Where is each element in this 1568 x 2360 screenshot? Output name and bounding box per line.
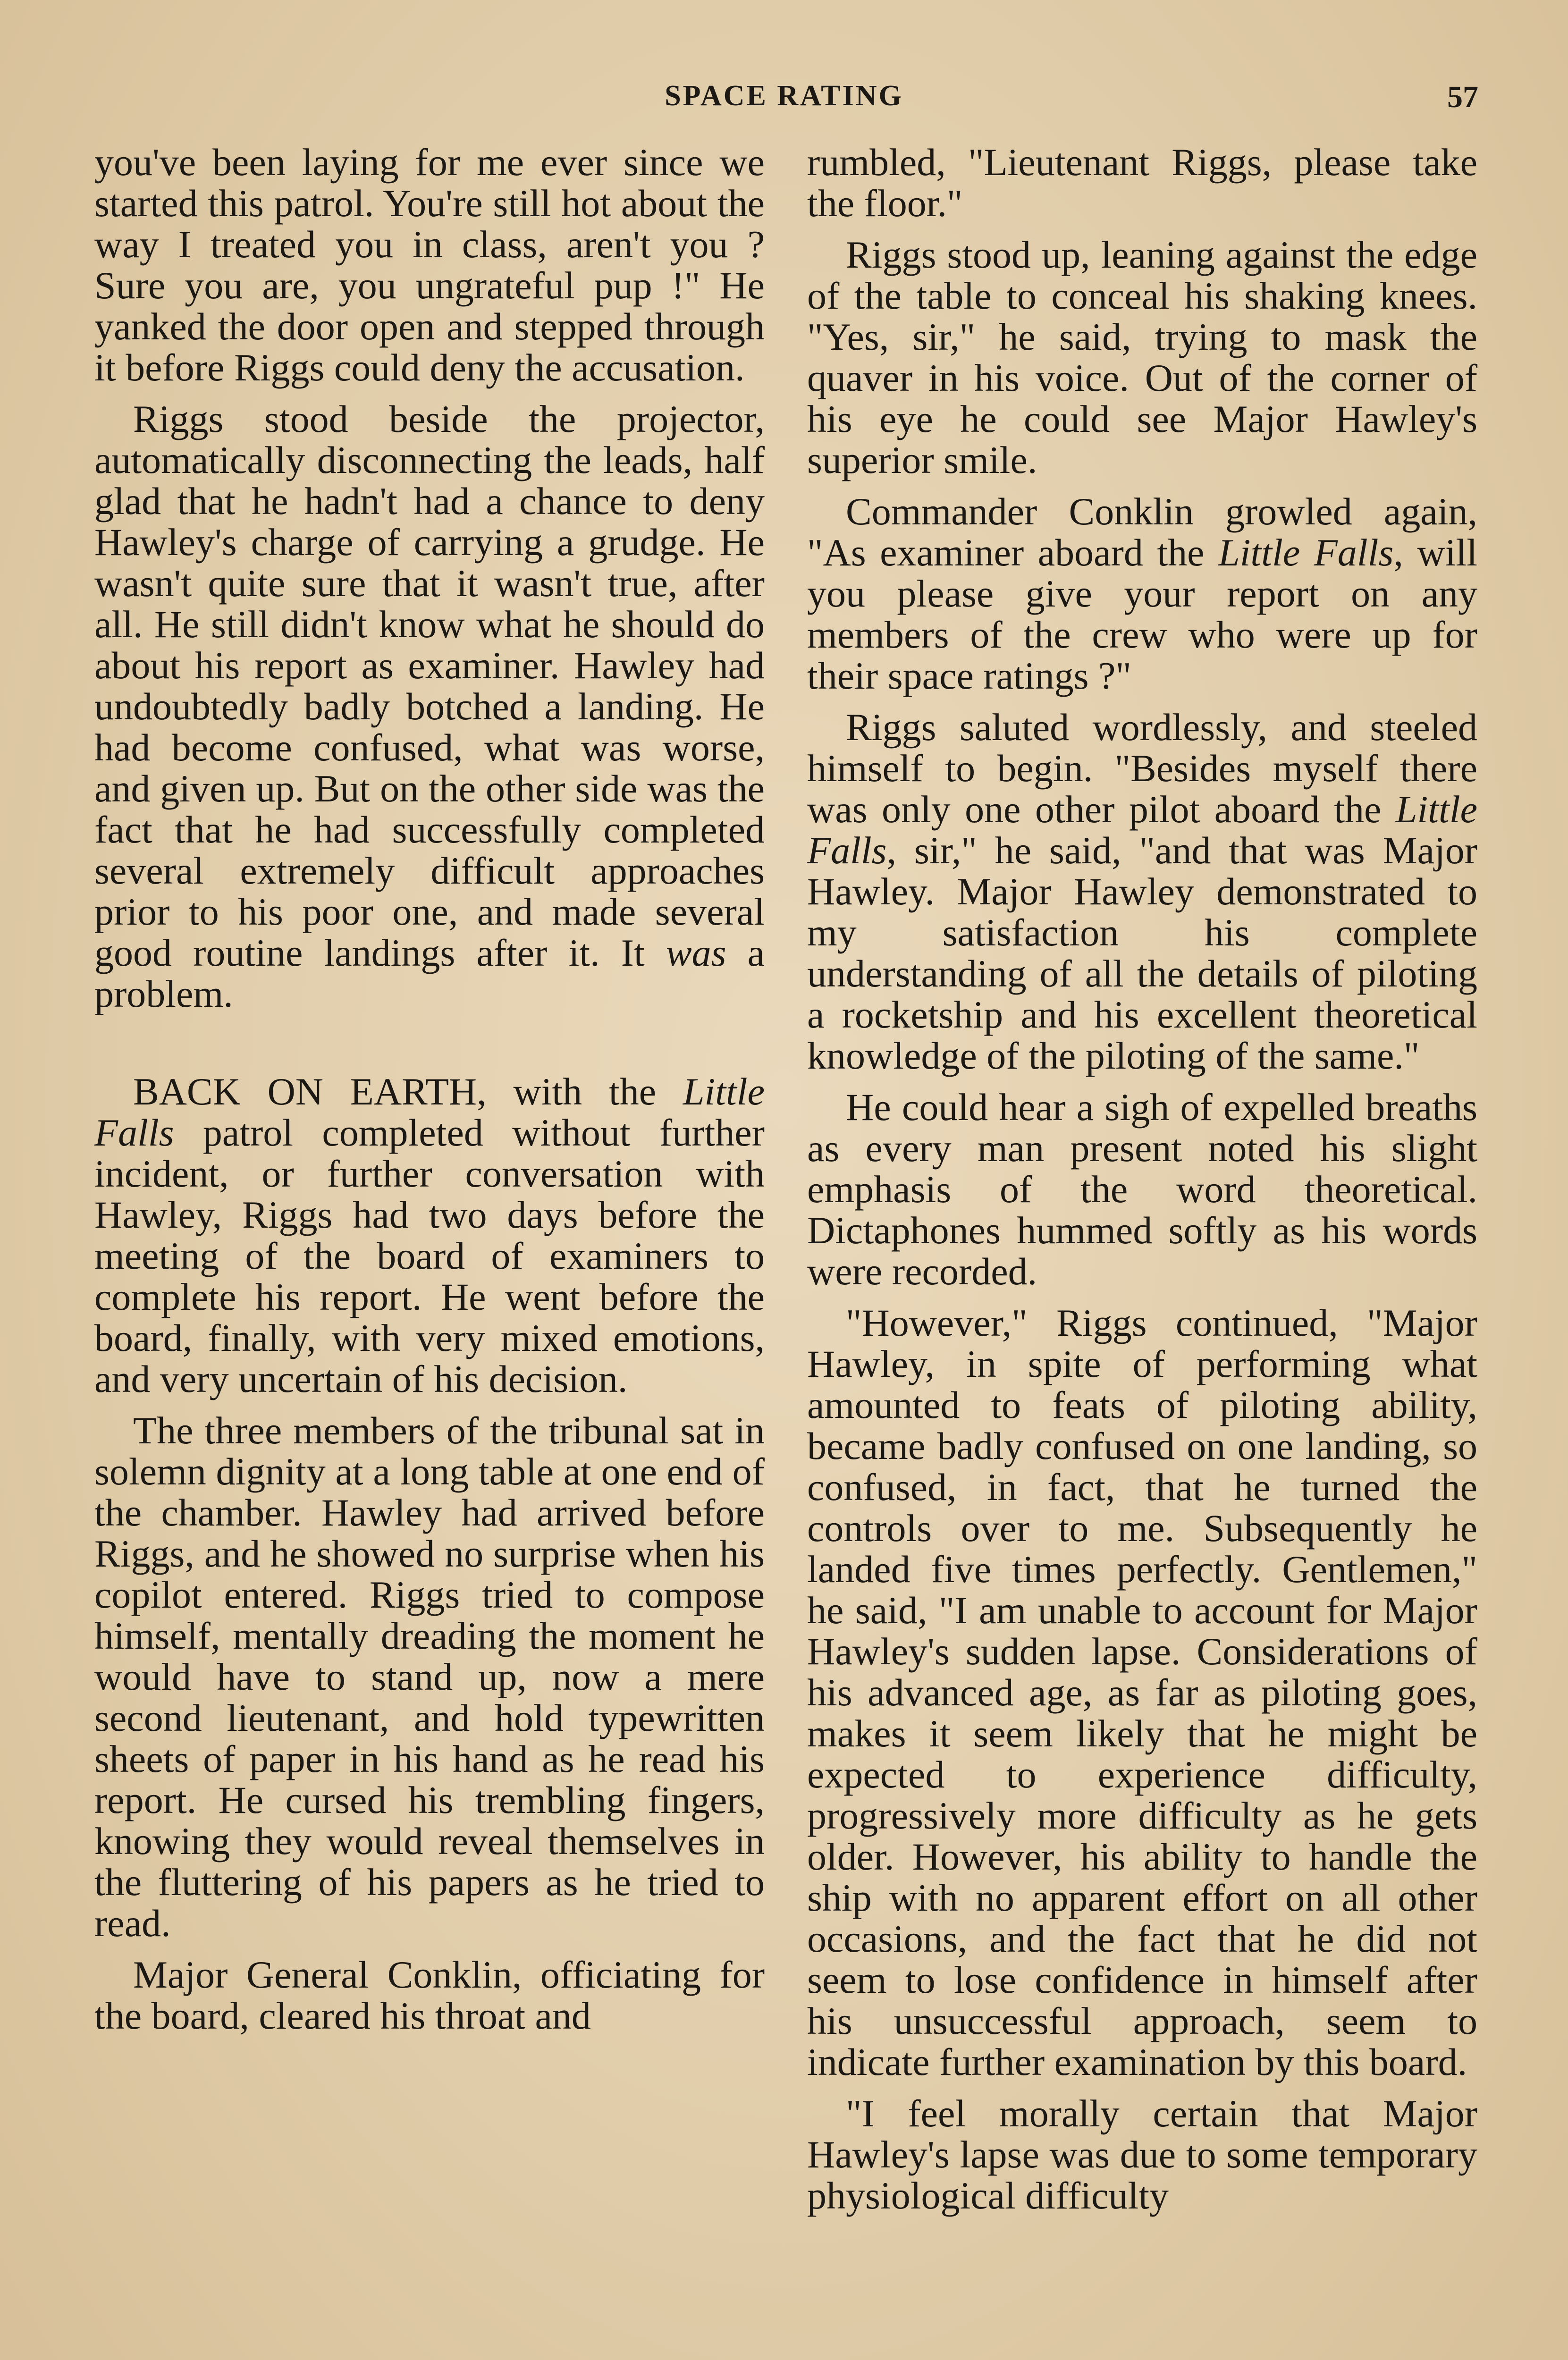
paragraph: The three members of the tribunal sat in solemn dignity at a long table at one end of the chamber. Hawley had arrived before Riggs, and he showed no surprise when his copilot entered. Riggs tried to compose himself, mentally dreading the moment he would have to stand up, now a mere second lieutenant, and hold typewritten sheets of paper in his hand as he read his report. He cursed his trembling fingers, knowing they would reveal themselves in the fluttering of his papers as he tried to read. [94, 1409, 765, 1945]
paragraph: Riggs saluted wordlessly, and steeled himself to begin. "Besides myself there was only one other pilot aboard the Little Falls, sir," he said, "and that was Major Hawley. Major Hawley demonstrated to my satisfaction his complete understanding of all the details of piloting a rocketship and his excellent theoretical knowledge of the piloting of the same." [807, 706, 1477, 1077]
paragraph: Riggs stood beside the projector, automatically disconnecting the leads, half glad that he hadn't had a chance to deny Hawley's charge of carrying a grudge. He wasn't quite sure that it wasn't true, after all. He still didn't know what he should do about his report as examiner. Hawley had undoubtedly badly botched a landing. He had become confused, what was worse, and given up. But on the other side was the fact that he had successfully completed several extremely difficult approaches prior to his poor one, and made several good routine landings after it. It was a problem. [94, 397, 765, 1015]
paragraph: "I feel morally certain that Major Hawley's lapse was due to some temporary physiological difficulty [807, 2092, 1477, 2217]
paragraph: you've been laying for me ever since we started this patrol. You're still hot about the way I treated you in class, aren't you ? Sure you are, you ungrateful pup !" He yanked the door open and stepped through it before Riggs could deny the accusation. [94, 141, 765, 389]
paragraph: Riggs stood up, leaning against the edge of the table to conceal his shaking knees. "Yes, sir," he said, trying to mask the quaver in his voice. Out of the corner of his eye he could see Major Hawley's superior smile. [807, 233, 1477, 481]
page-number: 57 [1447, 80, 1478, 114]
right-column [807, 142, 1477, 2226]
paragraph: rumbled, "Lieutenant Riggs, please take the floor." [807, 141, 1477, 225]
paragraph: Commander Conklin growled again, "As examiner aboard the Little Falls, will you please give your report on any members of the crew who were up for their space ratings ?" [807, 490, 1477, 697]
running-head: SPACE RATING [665, 80, 903, 112]
paragraph: Major General Conklin, officiating for the board, cleared his throat and [94, 1953, 765, 2037]
section-paragraph: BACK ON EARTH, with the Little Falls patrol completed without further incident, or further conversation with Hawley, Riggs had two days before the meeting of the board of examiners to complete his report. He went before the board, finally, with very mixed emotions, and very uncertain of his decision. [94, 1070, 765, 1400]
paragraph: "However," Riggs continued, "Major Hawley, in spite of performing what amounted to feats of piloting ability, became badly confused on one landing, so confused, in fact, that he turned the controls over to me. Subsequently he landed five times perfectly. Gentlemen," he said, "I am unable to account for Major Hawley's sudden lapse. Considerations of his advanced age, as far as piloting goes, makes it seem likely that he might be expected to experience difficulty, progressively more difficulty as he gets older. However, his ability to handle the ship with no apparent effort on all other occasions, and the fact that he did not seem to lose confidence in himself after his unsuccessful approach, seem to indicate further examination by this board. [807, 1301, 1477, 2083]
paragraph: He could hear a sigh of expelled breaths as every man present noted his slight emphasis of the word theoretical. Dictaphones hummed softly as his words were recorded. [807, 1086, 1477, 1293]
left-column [94, 142, 765, 2047]
